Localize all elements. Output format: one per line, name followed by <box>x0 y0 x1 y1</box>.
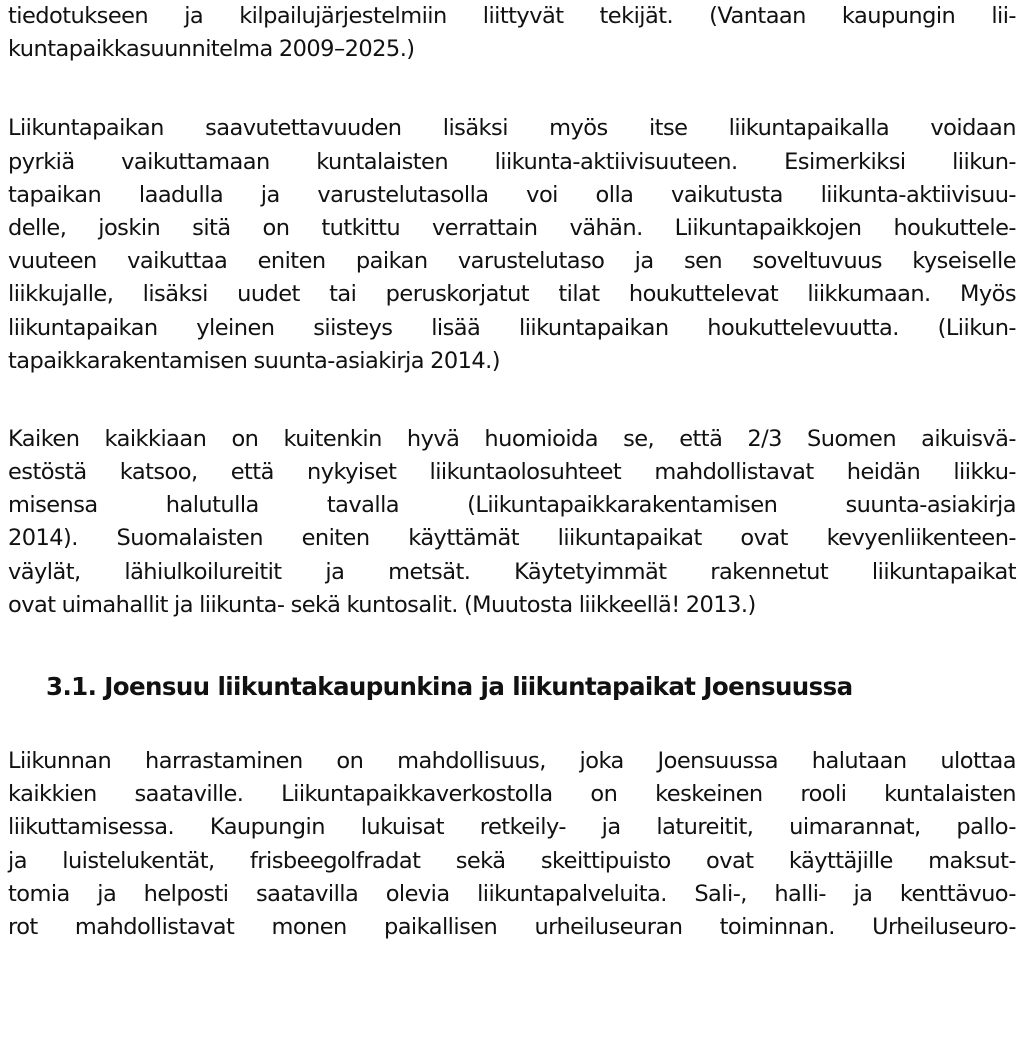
text-line: Liikuntapaikan saavutettavuuden lisäksi myös itse liikuntapaikalla voidaan <box>8 115 1016 142</box>
text-line: liikkujalle, lisäksi uudet tai peruskorjatut tilat houkuttelevat liikkumaan. Myös <box>8 281 1016 308</box>
paragraph-gap <box>8 705 1016 745</box>
text-line: liikuntapaikan yleinen siisteys lisää liikuntapaikan houkuttelevuutta. (Liikun- <box>8 314 1016 341</box>
section-heading: 3.1. Joensuu liikuntakaupunkina ja liikuntapaikat Joensuussa <box>46 672 853 701</box>
text-line: tomia ja helposti saatavilla olevia liikuntapalveluita. Sali-, halli- ja kenttävuo- <box>8 880 1016 907</box>
text-line: pyrkiä vaikuttamaan kuntalaisten liikunta-aktiivisuuteen. Esimerkiksi liikun- <box>8 148 1016 175</box>
text-line: liikuttamisessa. Kaupungin lukuisat retkeily- ja latureitit, uimarannat, pallo- <box>8 814 1016 841</box>
text-line: kuntapaikkasuunnitelma 2009–2025.) <box>8 36 415 63</box>
text-line: tapaikkarakentamisen suunta-asiakirja 2014.) <box>8 347 501 374</box>
paragraph-intro-continuation <box>8 0 1016 66</box>
text-line: delle, joskin sitä on tutkittu verrattain vähän. Liikuntapaikkojen houkuttele- <box>8 214 1016 241</box>
text-line: 2014). Suomalaisten eniten käyttämät liikuntapaikat ovat kevyenliikenteen- <box>8 525 1016 552</box>
paragraph-joensuu <box>8 745 1016 944</box>
text-line: tapaikan laadulla ja varustelutasolla voi olla vaikutusta liikunta-aktiivisuu- <box>8 181 1016 208</box>
text-line: kaikkien saataville. Liikuntapaikkaverkostolla on keskeinen rooli kuntalaisten <box>8 781 1016 808</box>
text-line: estöstä katsoo, että nykyiset liikuntaolosuhteet mahdollistavat heidän liikku- <box>8 459 1016 486</box>
text-line: rot mahdollistavat monen paikallisen urheiluseuran toiminnan. Urheiluseuro- <box>8 913 1016 940</box>
text-line: väylät, lähiulkoilureitit ja metsät. Käytetyimmät rakennetut liikuntapaikat <box>8 558 1016 585</box>
paragraph-summary <box>8 423 1016 622</box>
text-line: Kaiken kaikkiaan on kuitenkin hyvä huomioida se, että 2/3 Suomen aikuisvä- <box>8 425 1016 452</box>
text-line: misensa halutulla tavalla (Liikuntapaikkarakentamisen suunta-asiakirja <box>8 492 1016 519</box>
paragraph-gap <box>8 378 1016 423</box>
paragraph-gap <box>8 66 1016 112</box>
text-line: ovat uimahallit ja liikunta- sekä kuntosalit. (Muutosta liikkeellä! 2013.) <box>8 591 756 618</box>
document-page <box>8 0 1016 944</box>
text-line: vuuteen vaikuttaa eniten paikan varustelutaso ja sen soveltuvuus kyseiselle <box>8 248 1016 275</box>
text-line: ja luistelukentät, frisbeegolfradat sekä skeittipuisto ovat käyttäjille maksut- <box>8 847 1016 874</box>
text-line: tiedotukseen ja kilpailujärjestelmiin liittyvät tekijät. (Vantaan kaupungin lii- <box>8 3 1016 29</box>
text-line: Liikunnan harrastaminen on mahdollisuus, joka Joensuussa halutaan ulottaa <box>8 748 1016 774</box>
paragraph-gap <box>8 622 1016 669</box>
paragraph-accessibility <box>8 112 1016 378</box>
